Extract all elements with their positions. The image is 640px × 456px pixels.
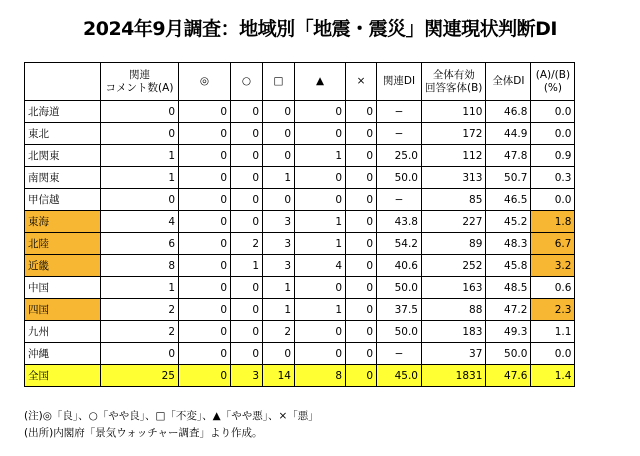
cell-total-di: 48.5 — [486, 277, 531, 299]
cell-triangle: 0 — [295, 123, 346, 145]
cell-circle: 0 — [231, 321, 263, 343]
cell-total-di: 50.0 — [486, 343, 531, 365]
cell-cross: 0 — [346, 343, 377, 365]
cell-triangle: 0 — [295, 189, 346, 211]
cell-comment-count: 6 — [101, 233, 179, 255]
cell-ratio: 1.4 — [531, 365, 575, 387]
cell-square: 2 — [263, 321, 295, 343]
header-cross: × — [346, 63, 377, 101]
cell-cross: 0 — [346, 365, 377, 387]
cell-cross: 0 — [346, 145, 377, 167]
cell-total-count: 88 — [422, 299, 486, 321]
table-row — [25, 167, 575, 189]
cell-related-di: − — [377, 189, 422, 211]
cell-triangle: 0 — [295, 101, 346, 123]
cell-square: 0 — [263, 101, 295, 123]
cell-double-circle: 0 — [179, 299, 231, 321]
cell-triangle: 4 — [295, 255, 346, 277]
cell-ratio: 2.3 — [531, 299, 575, 321]
cell-region: 東海 — [25, 211, 101, 233]
footnote-source: (出所)内閣府「景気ウォッチャー調査」より作成。 — [24, 427, 263, 439]
cell-square: 3 — [263, 255, 295, 277]
cell-cross: 0 — [346, 189, 377, 211]
cell-comment-count: 4 — [101, 211, 179, 233]
page-title: 2024年9月調査：地域別「地震・震災」関連現状判断DI — [83, 18, 557, 40]
table-row — [25, 101, 575, 123]
cell-total-di: 46.8 — [486, 101, 531, 123]
cell-circle: 3 — [231, 365, 263, 387]
cell-circle: 0 — [231, 145, 263, 167]
table-row — [25, 145, 575, 167]
cell-total-count: 252 — [422, 255, 486, 277]
table-row — [25, 299, 575, 321]
table-row — [25, 123, 575, 145]
cell-comment-count: 1 — [101, 145, 179, 167]
cell-square: 0 — [263, 123, 295, 145]
table-row — [25, 189, 575, 211]
cell-comment-count: 25 — [101, 365, 179, 387]
cell-related-di: 45.0 — [377, 365, 422, 387]
cell-circle: 0 — [231, 123, 263, 145]
cell-region: 北陸 — [25, 233, 101, 255]
cell-square: 0 — [263, 343, 295, 365]
cell-ratio: 0.6 — [531, 277, 575, 299]
header-circle: ○ — [231, 63, 263, 101]
table-row — [25, 343, 575, 365]
cell-circle: 0 — [231, 343, 263, 365]
cell-comment-count: 0 — [101, 189, 179, 211]
cell-total-di: 50.7 — [486, 167, 531, 189]
cell-double-circle: 0 — [179, 101, 231, 123]
cell-region: 全国 — [25, 365, 101, 387]
cell-square: 1 — [263, 277, 295, 299]
cell-total-count: 85 — [422, 189, 486, 211]
cell-circle: 1 — [231, 255, 263, 277]
cell-comment-count: 2 — [101, 321, 179, 343]
cell-comment-count: 1 — [101, 277, 179, 299]
cell-region: 九州 — [25, 321, 101, 343]
cell-total-count: 1831 — [422, 365, 486, 387]
cell-cross: 0 — [346, 101, 377, 123]
cell-triangle: 0 — [295, 321, 346, 343]
header-triangle: ▲ — [295, 63, 346, 101]
header-comment-count-line1: 関連 — [129, 68, 150, 81]
cell-region: 北関東 — [25, 145, 101, 167]
cell-circle: 2 — [231, 233, 263, 255]
cell-ratio: 6.7 — [531, 233, 575, 255]
cell-comment-count: 8 — [101, 255, 179, 277]
cell-ratio: 0.0 — [531, 189, 575, 211]
table-row — [25, 255, 575, 277]
cell-total-count: 183 — [422, 321, 486, 343]
cell-circle: 0 — [231, 189, 263, 211]
cell-related-di: − — [377, 343, 422, 365]
footnote-legend: (注)◎「良」、○「やや良」、□「不変」、▲「やや悪」、×「悪」 — [24, 410, 319, 422]
table-body — [25, 101, 575, 387]
cell-square: 14 — [263, 365, 295, 387]
header-total-count-line1: 全体有効 — [432, 68, 475, 81]
cell-triangle: 1 — [295, 211, 346, 233]
cell-total-di: 44.9 — [486, 123, 531, 145]
header-comment-count — [101, 63, 179, 101]
cell-circle: 0 — [231, 101, 263, 123]
cell-total-count: 110 — [422, 101, 486, 123]
cell-double-circle: 0 — [179, 123, 231, 145]
cell-cross: 0 — [346, 255, 377, 277]
cell-ratio: 0.0 — [531, 343, 575, 365]
cell-total-count: 172 — [422, 123, 486, 145]
header-ratio — [531, 63, 575, 101]
cell-total-count: 89 — [422, 233, 486, 255]
cell-ratio: 0.0 — [531, 123, 575, 145]
cell-cross: 0 — [346, 167, 377, 189]
table-row — [25, 211, 575, 233]
cell-cross: 0 — [346, 233, 377, 255]
cell-region: 南関東 — [25, 167, 101, 189]
cell-circle: 0 — [231, 211, 263, 233]
cell-triangle: 0 — [295, 343, 346, 365]
cell-related-di: 50.0 — [377, 321, 422, 343]
cell-circle: 0 — [231, 277, 263, 299]
cell-related-di: 37.5 — [377, 299, 422, 321]
cell-region: 中国 — [25, 277, 101, 299]
cell-double-circle: 0 — [179, 365, 231, 387]
cell-region: 近畿 — [25, 255, 101, 277]
cell-circle: 0 — [231, 299, 263, 321]
cell-related-di: 50.0 — [377, 167, 422, 189]
header-total-di: 全体DI — [486, 63, 531, 101]
cell-double-circle: 0 — [179, 211, 231, 233]
cell-square: 1 — [263, 167, 295, 189]
cell-ratio: 3.2 — [531, 255, 575, 277]
cell-total-di: 46.5 — [486, 189, 531, 211]
header-ratio-line1: (A)/(B) — [535, 68, 571, 81]
cell-triangle: 1 — [295, 233, 346, 255]
header-region — [25, 63, 101, 101]
cell-total-count: 163 — [422, 277, 486, 299]
header-total-count-line2: 回答客体(B) — [425, 81, 483, 94]
cell-total-count: 313 — [422, 167, 486, 189]
table-row — [25, 277, 575, 299]
footnotes — [24, 408, 319, 442]
cell-total-di: 47.8 — [486, 145, 531, 167]
cell-cross: 0 — [346, 299, 377, 321]
cell-cross: 0 — [346, 277, 377, 299]
cell-triangle: 0 — [295, 167, 346, 189]
cell-ratio: 0.0 — [531, 101, 575, 123]
cell-square: 3 — [263, 211, 295, 233]
cell-square: 3 — [263, 233, 295, 255]
header-square: □ — [263, 63, 295, 101]
cell-related-di: 40.6 — [377, 255, 422, 277]
cell-total-count: 112 — [422, 145, 486, 167]
cell-total-di: 48.3 — [486, 233, 531, 255]
header-row — [25, 63, 575, 101]
cell-square: 0 — [263, 145, 295, 167]
cell-ratio: 0.3 — [531, 167, 575, 189]
cell-related-di: − — [377, 101, 422, 123]
cell-total-di: 47.6 — [486, 365, 531, 387]
cell-cross: 0 — [346, 123, 377, 145]
cell-double-circle: 0 — [179, 145, 231, 167]
cell-double-circle: 0 — [179, 255, 231, 277]
cell-triangle: 0 — [295, 277, 346, 299]
cell-comment-count: 2 — [101, 299, 179, 321]
cell-triangle: 1 — [295, 145, 346, 167]
cell-cross: 0 — [346, 321, 377, 343]
cell-related-di: 50.0 — [377, 277, 422, 299]
cell-ratio: 1.1 — [531, 321, 575, 343]
header-double-circle: ◎ — [179, 63, 231, 101]
cell-region: 四国 — [25, 299, 101, 321]
cell-triangle: 1 — [295, 299, 346, 321]
cell-total-di: 47.2 — [486, 299, 531, 321]
cell-triangle: 8 — [295, 365, 346, 387]
cell-comment-count: 0 — [101, 101, 179, 123]
cell-double-circle: 0 — [179, 189, 231, 211]
cell-related-di: 54.2 — [377, 233, 422, 255]
cell-related-di: 25.0 — [377, 145, 422, 167]
cell-comment-count: 0 — [101, 123, 179, 145]
cell-double-circle: 0 — [179, 277, 231, 299]
cell-related-di: − — [377, 123, 422, 145]
regional-di-table — [24, 62, 575, 387]
cell-total-count: 227 — [422, 211, 486, 233]
header-ratio-line2: (%) — [543, 81, 562, 94]
header-total-count — [422, 63, 486, 101]
cell-cross: 0 — [346, 211, 377, 233]
cell-region: 北海道 — [25, 101, 101, 123]
cell-region: 甲信越 — [25, 189, 101, 211]
cell-total-di: 49.3 — [486, 321, 531, 343]
cell-total-di: 45.8 — [486, 255, 531, 277]
cell-circle: 0 — [231, 167, 263, 189]
cell-total-di: 45.2 — [486, 211, 531, 233]
cell-double-circle: 0 — [179, 321, 231, 343]
cell-square: 0 — [263, 189, 295, 211]
total-row — [25, 365, 575, 387]
cell-region: 沖縄 — [25, 343, 101, 365]
cell-square: 1 — [263, 299, 295, 321]
header-related-di: 関連DI — [377, 63, 422, 101]
cell-double-circle: 0 — [179, 167, 231, 189]
cell-comment-count: 1 — [101, 167, 179, 189]
cell-region: 東北 — [25, 123, 101, 145]
cell-related-di: 43.8 — [377, 211, 422, 233]
cell-comment-count: 0 — [101, 343, 179, 365]
header-comment-count-line2: コメント数(A) — [105, 81, 174, 94]
cell-double-circle: 0 — [179, 343, 231, 365]
cell-ratio: 1.8 — [531, 211, 575, 233]
cell-total-count: 37 — [422, 343, 486, 365]
table-row — [25, 321, 575, 343]
cell-ratio: 0.9 — [531, 145, 575, 167]
cell-double-circle: 0 — [179, 233, 231, 255]
table-row — [25, 233, 575, 255]
